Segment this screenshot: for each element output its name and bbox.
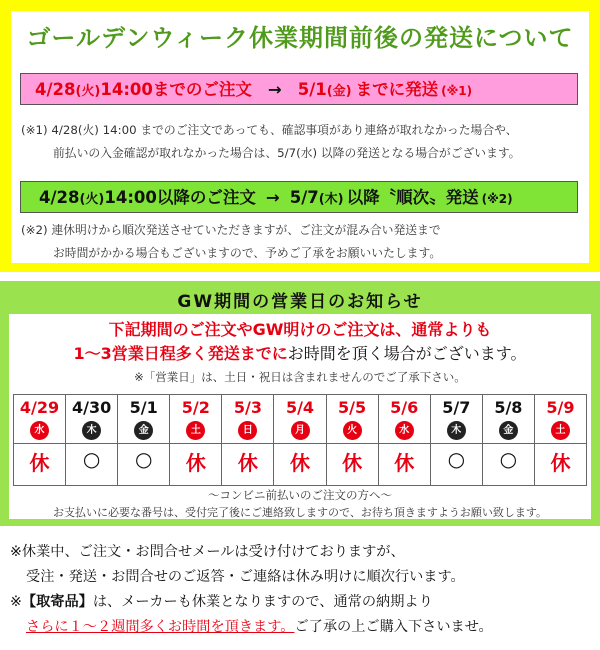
- calendar-status: ○: [499, 447, 518, 471]
- band1-mark: (※1): [441, 84, 473, 98]
- band2-time-a: 14:00: [104, 188, 157, 207]
- calendar-weekday-badge: 水: [395, 421, 414, 440]
- band1-text-b: までに発送: [355, 80, 439, 99]
- band1-date-b: 5/1: [297, 80, 327, 99]
- calendar-divider: [118, 443, 169, 444]
- calendar-weekday-badge: 水: [30, 421, 49, 440]
- delay-warning-red: 1～3営業日程多く発送までに: [73, 344, 288, 363]
- band1-day-a: (火): [75, 84, 101, 99]
- calendar-date: 5/1: [129, 398, 158, 417]
- calendar-status: ○: [447, 447, 466, 471]
- calendar-day-cell: [14, 395, 66, 485]
- calendar-status: 休: [342, 451, 363, 475]
- band2-date-a: 4/28: [39, 188, 80, 207]
- calendar-divider: [222, 443, 273, 444]
- footer-line4: [10, 615, 493, 639]
- calendar-date: 4/30: [72, 398, 112, 417]
- calendar-date: 5/8: [494, 398, 523, 417]
- convenience-text: お支払いに必要な番号は、受付完了後にご連絡致しますので、お待ち頂きますようお願い致します。: [53, 506, 547, 519]
- band1-arrow: →: [267, 80, 282, 99]
- calendar-status: ○: [82, 447, 101, 471]
- footer-order-item-label: 【取寄品】: [21, 594, 93, 610]
- footer-line3-mark: ※: [10, 594, 22, 610]
- calendar-day-cell: [379, 395, 431, 485]
- calendar-weekday-badge: 金: [499, 421, 518, 440]
- calendar-weekday-badge: 土: [186, 421, 205, 440]
- calendar-divider: [431, 443, 482, 444]
- delay-warning-black: お時間を頂く場合がございます。: [287, 344, 527, 363]
- delay-warning-line2: [9, 342, 591, 366]
- calendar-divider: [66, 443, 117, 444]
- calendar-status: 休: [290, 451, 311, 475]
- calendar-status: 休: [185, 451, 206, 475]
- calendar-date: 5/6: [390, 398, 419, 417]
- band2-text-c: 発送: [445, 188, 479, 207]
- calendar-day-cell: [431, 395, 483, 485]
- note2-line1: (※2) 連休明けから順次発送させていただきますが、ご注文が混み合い発送まで: [21, 223, 441, 237]
- calendar-date: 5/4: [285, 398, 315, 417]
- calendar-day-cell: [170, 395, 222, 485]
- band1-date-a: 4/28: [35, 80, 76, 99]
- footer-line4-rest: ご了承の上ご購入下さいませ。: [294, 619, 493, 635]
- band1-text-a: までのご注文: [152, 80, 252, 99]
- band2-arrow: →: [265, 188, 280, 207]
- calendar-weekday-badge: 土: [551, 421, 570, 440]
- calendar-divider: [274, 443, 325, 444]
- delay-warning-line1: 下記期間のご注文やGW明けのご注文は、通常よりも: [108, 320, 492, 339]
- calendar-day-cell: [274, 395, 326, 485]
- calendar-date: 5/2: [181, 398, 210, 417]
- calendar-date: 5/9: [546, 398, 575, 417]
- footer-line1: ※休業中、ご注文・お問合せメールは受け付けておりますが、: [10, 544, 405, 560]
- calendar-weekday-badge: 月: [291, 421, 310, 440]
- calendar-divider: [483, 443, 534, 444]
- footer-line3: [10, 590, 433, 614]
- calendar-status: 休: [29, 451, 50, 475]
- calendar-weekday-badge: 木: [82, 421, 101, 440]
- band2-day-a: (火): [79, 192, 105, 207]
- footer-line2: 受注・発送・お問合せのご返答・ご連絡は休み明けに順次行います。: [26, 569, 465, 585]
- calendar-status: 休: [550, 451, 571, 475]
- calendar-day-cell: [222, 395, 274, 485]
- shipping-notice-title: ゴールデンウィーク休業期間前後の発送について: [26, 24, 574, 52]
- band2-mark: (※2): [481, 192, 513, 206]
- band2-quoted: 〝順次〟: [379, 188, 446, 207]
- business-days-section: [0, 281, 600, 526]
- business-days-title: GW期間の営業日のお知らせ: [177, 292, 423, 312]
- shipping-band-before: [20, 73, 578, 105]
- calendar-weekday-badge: 火: [343, 421, 362, 440]
- calendar-status: 休: [394, 451, 415, 475]
- shipping-band-after: [20, 181, 578, 213]
- calendar-divider: [327, 443, 378, 444]
- calendar-day-cell: [483, 395, 535, 485]
- calendar-day-cell: [535, 395, 586, 485]
- business-day-exclusion-note: ※「営業日」は、土日・祝日は含まれませんのでご了承下さい。: [134, 370, 466, 384]
- band2-text-b: 以降: [346, 188, 380, 207]
- band1-time-a: 14:00: [100, 80, 153, 99]
- band1-day-b: (金): [326, 84, 352, 99]
- calendar-date: 5/7: [442, 398, 471, 417]
- convenience-title: ～コンビニ前払いのご注文の方へ～: [208, 488, 392, 502]
- calendar-status: 休: [237, 451, 258, 475]
- calendar-divider: [170, 443, 221, 444]
- calendar-divider: [14, 443, 65, 444]
- calendar-day-cell: [327, 395, 379, 485]
- band2-date-b: 5/7: [289, 188, 319, 207]
- calendar-weekday-badge: 金: [134, 421, 153, 440]
- band2-day-b: (木): [318, 192, 344, 207]
- note1-line2: 前払いの入金確認が取れなかった場合は、5/7(水) 以降の発送となる場合がございます。: [53, 146, 521, 160]
- business-calendar: [13, 394, 587, 486]
- calendar-day-cell: [118, 395, 170, 485]
- shipping-notice-section: [0, 0, 600, 272]
- calendar-divider: [535, 443, 586, 444]
- shipping-note-1: [21, 119, 520, 165]
- shipping-note-2: [21, 219, 441, 265]
- note1-line1: (※1) 4/28(火) 14:00 までのご注文であっても、確認事項があり連絡が取れなかった場合や、: [21, 123, 518, 137]
- business-days-panel: [9, 314, 591, 519]
- calendar-status: ○: [135, 447, 153, 471]
- calendar-date: 5/5: [338, 398, 367, 417]
- note2-line2: お時間がかかる場合もございますので、予めご了承をお願いいたします。: [53, 246, 442, 260]
- calendar-date: 5/3: [233, 398, 262, 417]
- calendar-weekday-badge: 日: [238, 421, 257, 440]
- calendar-day-cell: [66, 395, 118, 485]
- band2-text-a: 以降のご注文: [156, 188, 256, 207]
- footer-delay-emphasis: さらに１～２週間多くお時間を頂きます。: [26, 619, 295, 635]
- calendar-divider: [379, 443, 430, 444]
- calendar-date: 4/29: [19, 398, 60, 417]
- shipping-notice-panel: [11, 11, 589, 263]
- calendar-weekday-badge: 木: [447, 421, 466, 440]
- footer-line3-rest: は、メーカーも休業となりますので、通常の納期より: [92, 594, 433, 610]
